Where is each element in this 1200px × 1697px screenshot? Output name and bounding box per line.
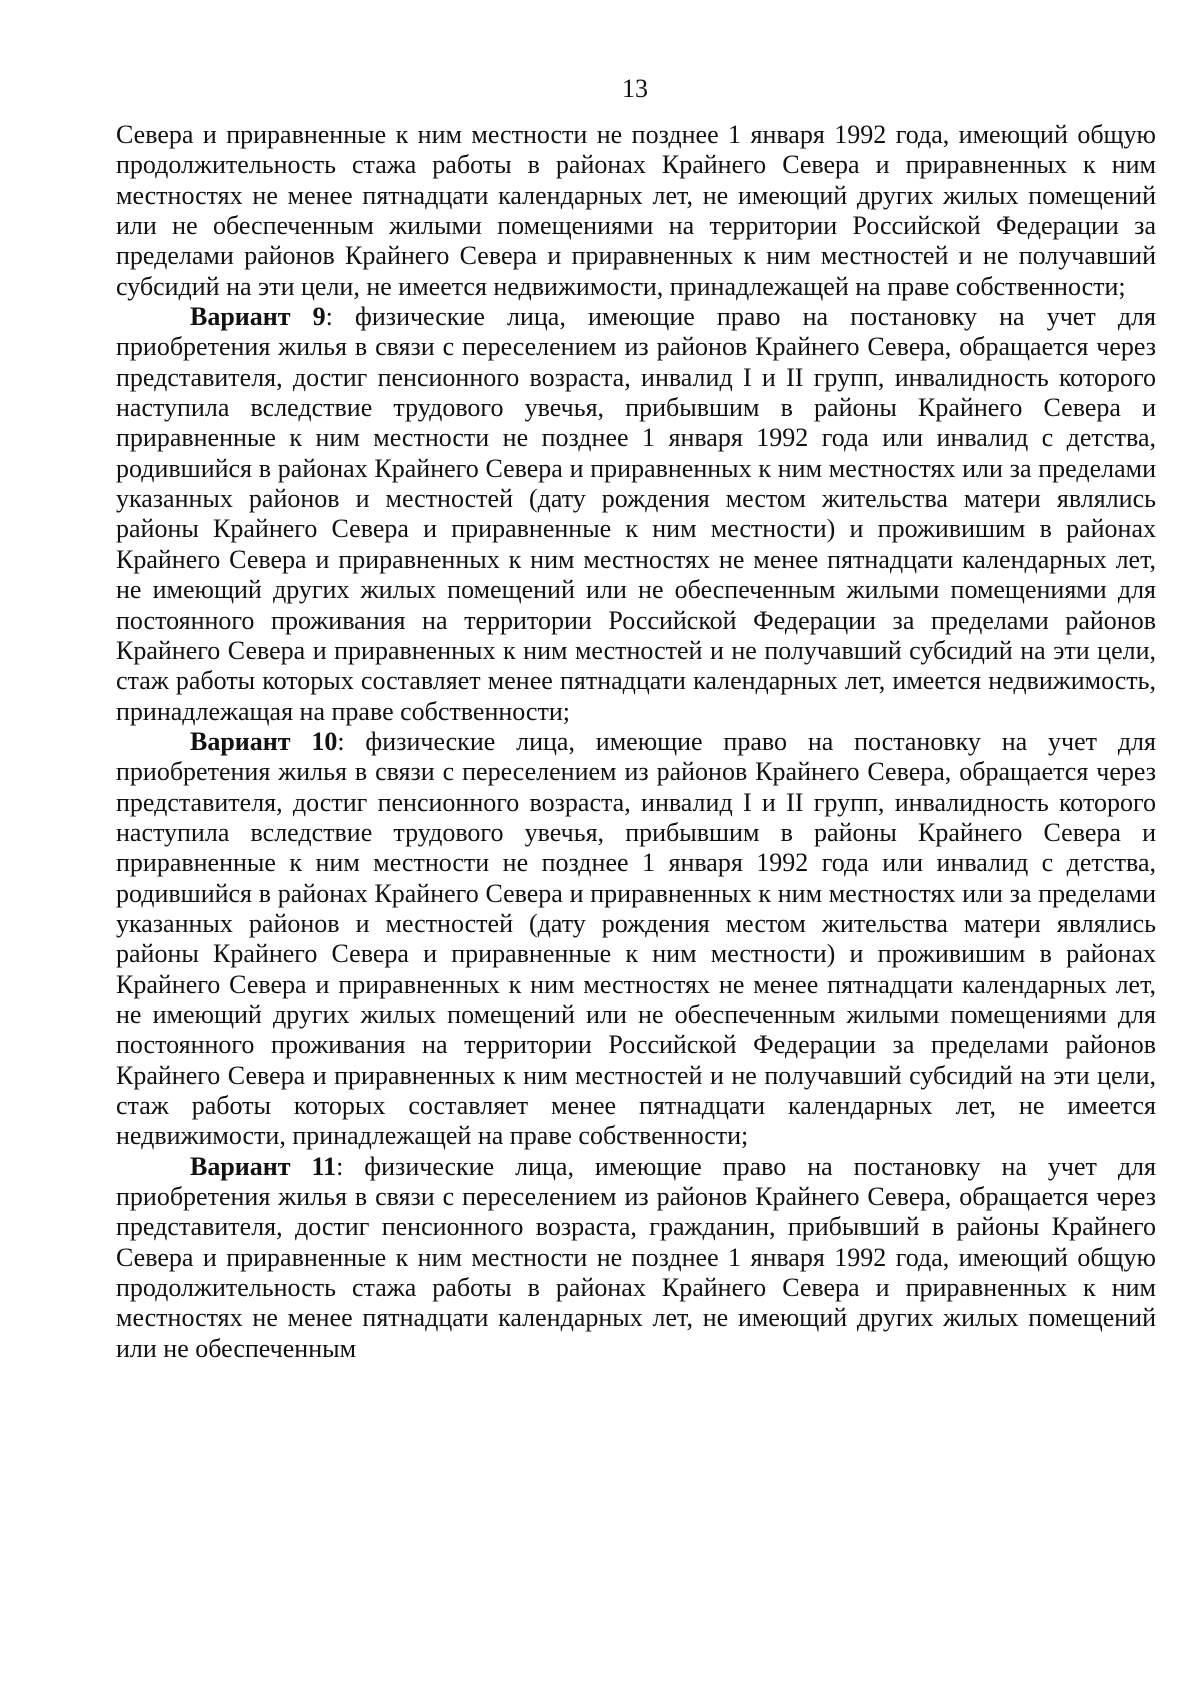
paragraph-variant-9 — [116, 302, 1156, 727]
paragraph-variant-10 — [116, 727, 1156, 1152]
variant-label: Вариант 11 — [190, 1151, 337, 1181]
document-body — [116, 120, 1156, 1364]
paragraph-text: : физические лица, имеющие право на постановку на учет для приобретения жилья в связи с переселением из районов Крайнего Севера, обращается через представителя, достиг пенсионного возраста, инвалид I и II групп, инвалидность которого наступила вследствие трудового увечья, прибывшим в районы Крайнего Севера и приравненные к ним местности не позднее 1 января 1992 года или инвалид с детства, родившийся в районах Крайнего Севера и приравненных к ним местностях или за пределами указанных районов и местностей (дату рождения местом жительства матери являлись районы Крайнего Севера и приравненные к ним местности) и проживишим в районах Крайнего Севера и приравненных к ним местностях не менее пятнадцати календарных лет, не имеющий других жилых помещений или не обеспеченным жилыми помещениями для постоянного проживания на территории Российской Федерации за пределами районов Крайнего Севера и приравненных к ним местностей и не получавший субсидий на эти цели, стаж работы которых составляет менее пятнадцати календарных лет, имеется недвижимость, принадлежащая на праве собственности; — [116, 302, 1156, 726]
variant-label: Вариант 9 — [190, 302, 326, 332]
page-number: 13 — [622, 74, 648, 103]
paragraph-text: : физические лица, имеющие право на постановку на учет для приобретения жилья в связи с переселением из районов Крайнего Севера, обращается через представителя, достиг пенсионного возраста, гражданин, прибывший в районы Крайнего Севера и приравненные к ним местности не позднее 1 января 1992 года, имеющий общую продолжительность стажа работы в районах Крайнего Севера и приравненных к ним местностях не менее пятнадцати календарных лет, не имеющий других жилых помещений или не обеспеченным — [116, 1151, 1156, 1363]
paragraph-text: Севера и приравненные к ним местности не позднее 1 января 1992 года, имеющий общую продолжительность стажа работы в районах Крайнего Севера и приравненных к ним местностях не менее пятнадцати календарных лет, не имеющий других жилых помещений или не обеспеченным жилыми помещениями на территории Российской Федерации за пределами районов Крайнего Севера и приравненных к ним местностей и не получавший субсидий на эти цели, не имеется недвижимости, принадлежащей на праве собственности; — [116, 120, 1156, 301]
paragraph-continuation — [116, 120, 1156, 302]
paragraph-variant-11 — [116, 1152, 1156, 1364]
variant-label: Вариант 10 — [190, 726, 338, 756]
paragraph-text: : физические лица, имеющие право на постановку на учет для приобретения жилья в связи с переселением из районов Крайнего Севера, обращается через представителя, достиг пенсионного возраста, инвалид I и II групп, инвалидность которого наступила вследствие трудового увечья, прибывшим в районы Крайнего Севера и приравненные к ним местности не позднее 1 января 1992 года или инвалид с детства, родившийся в районах Крайнего Севера и приравненных к ним местностях или за пределами указанных районов и местностей (дату рождения местом жительства матери являлись районы Крайнего Севера и приравненные к ним местности) и проживишим в районах Крайнего Севера и приравненных к ним местностях не менее пятнадцати календарных лет, не имеющий других жилых помещений или не обеспеченным жилыми помещениями для постоянного проживания на территории Российской Федерации за пределами районов Крайнего Севера и приравненных к ним местностей и не получавший субсидий на эти цели, стаж работы которых составляет менее пятнадцати календарных лет, не имеется недвижимости, принадлежащей на праве собственности; — [116, 726, 1156, 1151]
